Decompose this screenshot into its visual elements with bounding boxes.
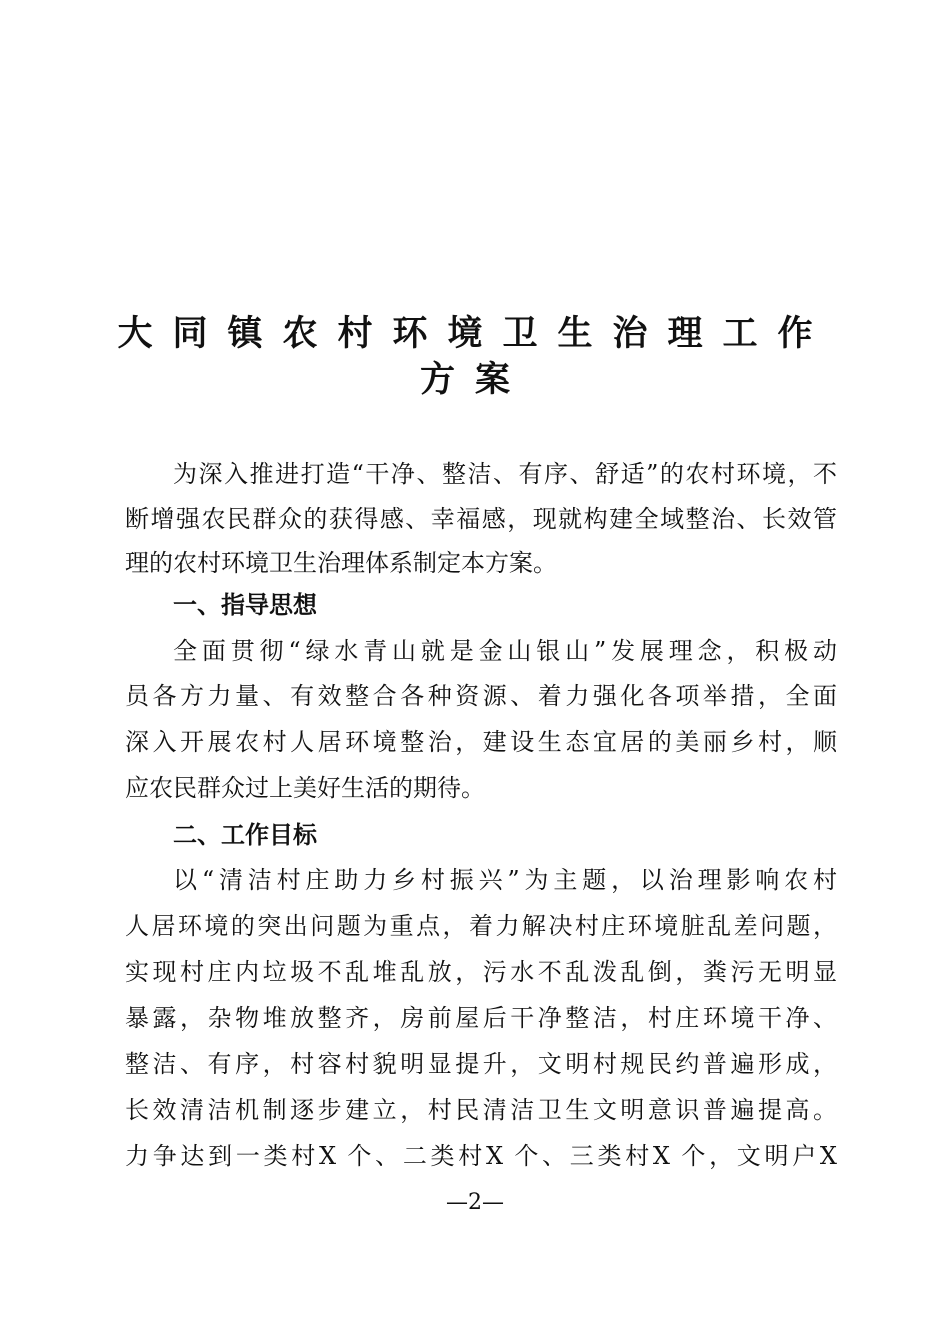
document-title-line-1: 大同镇农村环境卫生治理工作 bbox=[117, 314, 833, 354]
section-heading-guiding-ideology: 一、指导思想 bbox=[173, 591, 317, 619]
section1-line: 员各方力量、有效整合各种资源、着力强化各项举措，全面 bbox=[125, 682, 837, 710]
section2-line: 整洁、有序，村容村貌明显提升，文明村规民约普遍形成， bbox=[125, 1050, 837, 1078]
intro-line: 断增强农民群众的获得感、幸福感，现就构建全域整治、长效管 bbox=[125, 505, 837, 533]
section1-line: 全面贯彻“绿水青山就是金山银山”发展理念，积极动 bbox=[173, 637, 837, 665]
section2-line: 力争达到一类村X 个、二类村X 个、三类村X 个，文明户X bbox=[125, 1142, 837, 1170]
section2-line: 暴露，杂物堆放整齐，房前屋后干净整洁，村庄环境干净、 bbox=[125, 1004, 837, 1032]
intro-line: 理的农村环境卫生治理体系制定本方案。 bbox=[125, 549, 557, 577]
section1-line: 应农民群众过上美好生活的期待。 bbox=[125, 774, 485, 802]
section2-line: 实现村庄内垃圾不乱堆乱放，污水不乱泼乱倒，粪污无明显 bbox=[125, 958, 837, 986]
section2-line: 长效清洁机制逐步建立，村民清洁卫生文明意识普遍提高。 bbox=[125, 1096, 837, 1124]
section2-line: 人居环境的突出问题为重点，着力解决村庄环境脏乱差问题， bbox=[125, 912, 837, 940]
intro-line: 为深入推进打造“干净、整洁、有序、舒适”的农村环境，不 bbox=[173, 460, 837, 488]
document-title-line-2: 方案 bbox=[419, 360, 530, 400]
section2-line: 以“清洁村庄助力乡村振兴”为主题，以治理影响农村 bbox=[173, 866, 837, 894]
section-heading-work-goals: 二、工作目标 bbox=[173, 821, 317, 849]
page-number: —2— bbox=[446, 1190, 504, 1215]
section1-line: 深入开展农村人居环境整治，建设生态宜居的美丽乡村，顺 bbox=[125, 728, 837, 756]
